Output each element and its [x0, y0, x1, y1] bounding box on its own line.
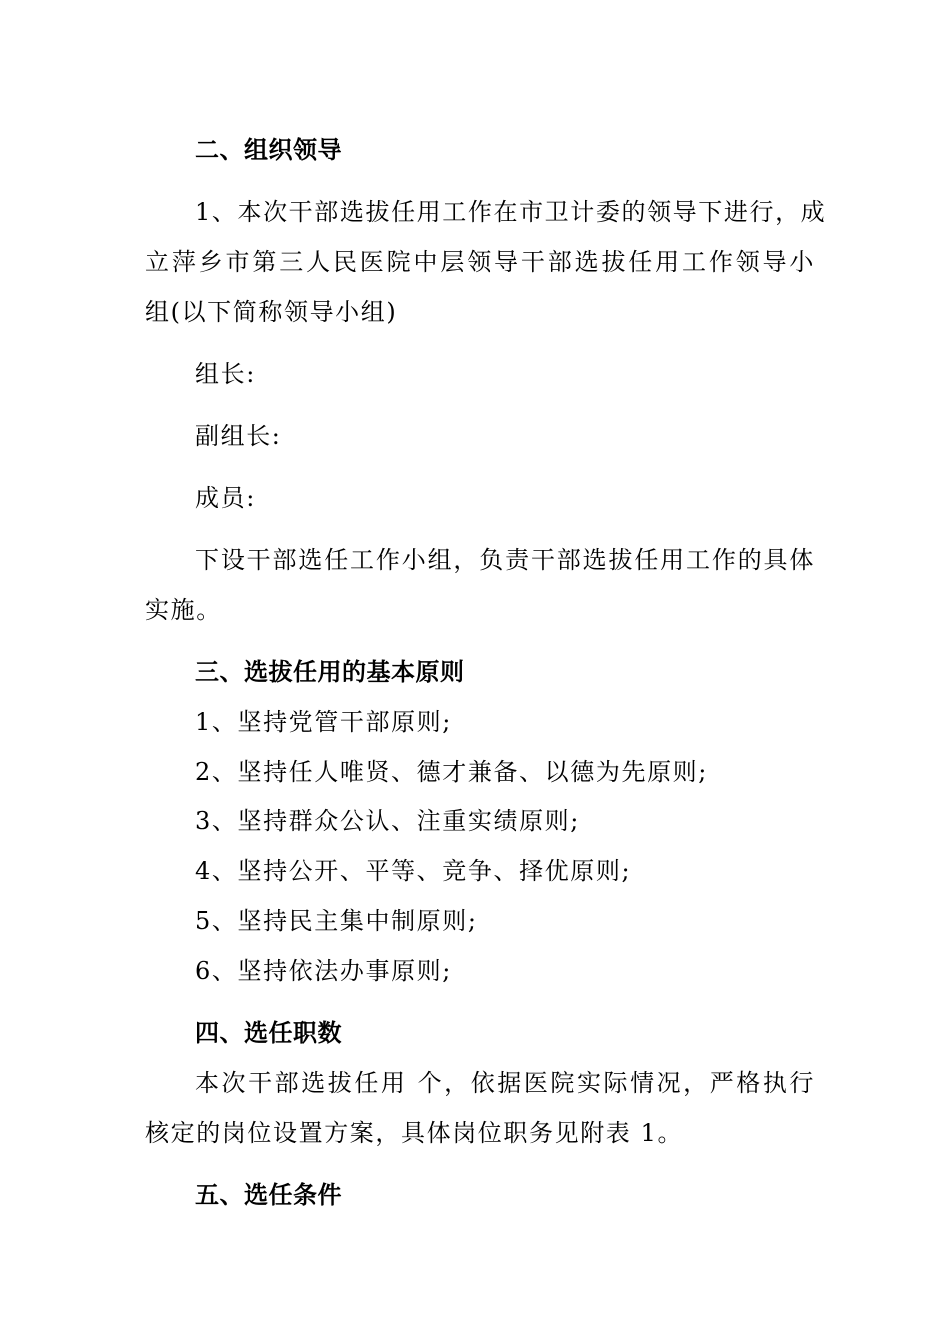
paragraph-line: 立萍乡市第三人民医院中层领导干部选拔任用工作领导小 — [145, 248, 815, 276]
list-item: 6、坚持依法办事原则; — [195, 957, 452, 985]
section-heading-organization: 二、组织领导 — [195, 136, 342, 164]
paragraph-line: 组(以下简称领导小组) — [145, 298, 398, 326]
list-item: 5、坚持民主集中制原则; — [195, 907, 478, 935]
paragraph-line: 实施。 — [145, 596, 222, 624]
paragraph-line: 下设干部选任工作小组，负责干部选拔任用工作的具体 — [195, 546, 815, 574]
paragraph-line: 本次干部选拔任用 个，依据医院实际情况，严格执行 — [195, 1069, 815, 1097]
members-label: 成员: — [195, 484, 256, 512]
section-heading-positions: 四、选任职数 — [195, 1019, 342, 1047]
deputy-leader-label: 副组长: — [195, 422, 282, 450]
group-leader-label: 组长: — [195, 360, 256, 388]
list-item: 2、坚持任人唯贤、德才兼备、以德为先原则; — [195, 758, 708, 786]
paragraph-line: 核定的岗位设置方案，具体岗位职务见附表 1。 — [145, 1119, 684, 1147]
list-item: 4、坚持公开、平等、竞争、择优原则; — [195, 857, 632, 885]
list-item: 3、坚持群众公认、注重实绩原则; — [195, 807, 580, 835]
section-heading-principles: 三、选拔任用的基本原则 — [195, 658, 465, 686]
section-heading-conditions: 五、选任条件 — [195, 1181, 342, 1209]
list-item: 1、坚持党管干部原则; — [195, 708, 452, 736]
paragraph-line: 1、本次干部选拔任用工作在市卫计委的领导下进行，成 — [195, 198, 827, 226]
